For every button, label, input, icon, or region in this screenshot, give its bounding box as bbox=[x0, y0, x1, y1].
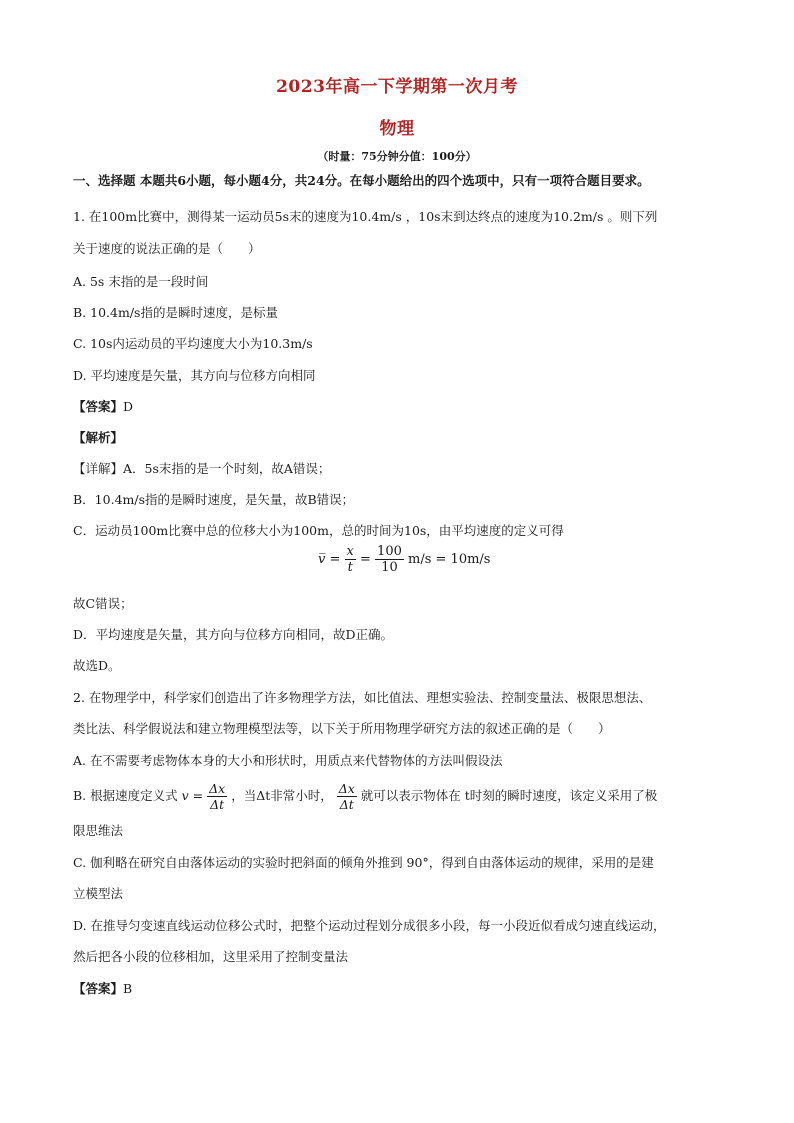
q1-option-a: A. 5s 末指的是一段时间 bbox=[73, 274, 209, 289]
formula-fraction-x-t bbox=[345, 544, 356, 575]
formula-rhs: m/s = 10m/s bbox=[408, 552, 491, 567]
q2-option-a: A. 在不需要考虑物体本身的大小和形状时，用质点来代替物体的方法叫假设法 bbox=[73, 753, 503, 768]
answer-value: D bbox=[123, 399, 134, 414]
formula-num1: x bbox=[346, 544, 354, 559]
q1-answer bbox=[73, 398, 733, 416]
subject-title: 物理 bbox=[379, 119, 415, 139]
q2-option-c-line2: 立模型法 bbox=[73, 886, 124, 901]
q2-velocity-fraction-2 bbox=[337, 781, 357, 812]
q2-frac-den: Δt bbox=[210, 797, 225, 812]
formula-num2: 100 bbox=[377, 544, 402, 559]
q1-option-c: C. 10s内运动员的平均速度大小为10.3m/s bbox=[73, 336, 313, 351]
formula-den2: 10 bbox=[381, 560, 398, 575]
q2-option-b-line2: 限思维法 bbox=[73, 823, 124, 838]
answer-label: 【答案】 bbox=[73, 399, 124, 414]
formula-den1: t bbox=[347, 560, 353, 575]
q1-detail-c: C．运动员100m比赛中总的位移大小为100m，总的时间为10s，由平均速度的定义可得 bbox=[73, 523, 564, 538]
q2-stem-line1: 2. 在物理学中，科学家们创造出了许多物理学方法，如比值法、理想实验法、控制变量法、极限思想法、 bbox=[73, 690, 652, 705]
average-velocity-formula bbox=[318, 544, 490, 575]
q2-answer-label: 【答案】 bbox=[73, 981, 124, 996]
q1-stem-line1: 1. 在100m比赛中，测得某一运动员5s末的速度为10.4m/s ，10s末到达终点的速度为10.2m/s 。则下列 bbox=[73, 209, 658, 224]
q1-analysis-label: 【解析】 bbox=[73, 430, 124, 445]
formula-lhs: v̅ = bbox=[318, 552, 341, 567]
q2-option-b-pre: B. 根据速度定义式 bbox=[73, 788, 178, 803]
q1-option-d: D. 平均速度是矢量，其方向与位移方向相同 bbox=[73, 368, 316, 383]
q1-conclusion: 故选D。 bbox=[73, 658, 121, 673]
q1-detail-a: 【详解】A．5s末指的是一个时刻，故A错误； bbox=[73, 461, 331, 476]
q2-stem-line2: 类比法、科学假说法和建立物理模型法等，以下关于所用物理学研究方法的叙述正确的是（ ） bbox=[73, 721, 611, 736]
q2-option-b-post: 就可以表示物体在 t时刻的瞬时速度，该定义采用了极 bbox=[360, 788, 658, 803]
q2-option-b-line1 bbox=[73, 779, 733, 813]
formula-eq: = bbox=[360, 552, 371, 567]
q2-velocity-fraction bbox=[207, 781, 227, 812]
exam-info-note: （时量：75分钟分值：100分） bbox=[317, 150, 477, 163]
exam-title: 2023年高一下学期第一次月考 bbox=[276, 77, 518, 97]
q2-frac-num: Δx bbox=[209, 781, 226, 796]
q2-option-b-mid: ，当Δt非常小时， bbox=[231, 788, 333, 803]
q1-detail-b: B．10.4m/s指的是瞬时速度，是矢量，故B错误； bbox=[73, 492, 355, 507]
q1-detail-d: D．平均速度是矢量，其方向与位移方向相同，故D正确。 bbox=[73, 627, 394, 642]
q2-answer bbox=[73, 980, 733, 998]
q2-option-d-line2: 然后把各小段的位移相加，这里采用了控制变量法 bbox=[73, 949, 349, 964]
section-heading: 一、选择题 本题共6小题，每小题4分，共24分。在每小题给出的四个选项中，只有一项符合题目要求。 bbox=[73, 173, 650, 188]
formula-fraction-100-10 bbox=[375, 544, 404, 575]
q1-stem-line2: 关于速度的说法正确的是（ ） bbox=[73, 241, 261, 256]
q2-frac-num-2: Δx bbox=[338, 781, 355, 796]
q1-option-b: B. 10.4m/s指的是瞬时速度，是标量 bbox=[73, 305, 278, 320]
q2-frac-den-2: Δt bbox=[339, 797, 354, 812]
q2-option-b-v: v = bbox=[181, 788, 204, 803]
q2-option-c-line1: C. 伽利略在研究自由落体运动的实验时把斜面的倾角外推到 90°，得到自由落体运动的规律，采用的是建 bbox=[73, 855, 654, 870]
q1-detail-c-end: 故C错误； bbox=[73, 596, 133, 611]
q2-option-d-line1: D. 在推导匀变速直线运动位移公式时，把整个运动过程划分成很多小段，每一小段近似看成匀速直线运动， bbox=[73, 918, 666, 933]
q2-answer-value: B bbox=[123, 981, 133, 996]
